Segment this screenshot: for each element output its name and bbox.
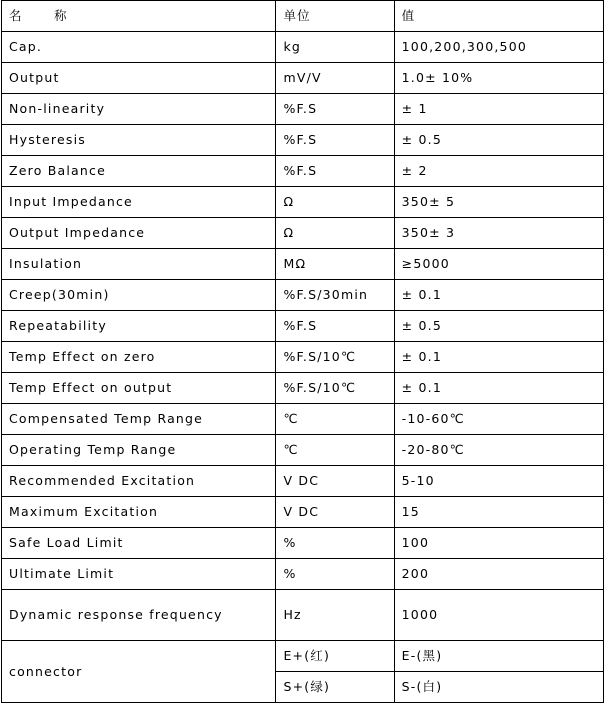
row-name: Zero Balance [2, 156, 276, 187]
column-header-value: 值 [394, 1, 603, 32]
row-unit: Ω [276, 218, 394, 249]
row-value: S-(白) [394, 672, 603, 703]
row-name: Creep(30min) [2, 280, 276, 311]
row-name: connector [2, 641, 276, 703]
table-row [2, 249, 604, 280]
row-name: Maximum Excitation [2, 497, 276, 528]
row-value: 350± 3 [394, 218, 603, 249]
specification-table [1, 0, 604, 703]
row-unit: ℃ [276, 404, 394, 435]
row-unit: %F.S [276, 156, 394, 187]
table-row [2, 528, 604, 559]
row-name: Insulation [2, 249, 276, 280]
row-name: Input Impedance [2, 187, 276, 218]
table-header-row [2, 1, 604, 32]
row-name: Safe Load Limit [2, 528, 276, 559]
column-header-name: 名 称 [2, 1, 276, 32]
row-unit: % [276, 559, 394, 590]
row-unit: %F.S [276, 94, 394, 125]
row-unit: %F.S [276, 311, 394, 342]
table-row [2, 435, 604, 466]
row-value: ± 0.5 [394, 125, 603, 156]
row-unit: %F.S/10℃ [276, 373, 394, 404]
row-name: Output [2, 63, 276, 94]
row-unit: kg [276, 32, 394, 63]
row-value: -10-60℃ [394, 404, 603, 435]
row-value: 350± 5 [394, 187, 603, 218]
row-name: Operating Temp Range [2, 435, 276, 466]
row-value: ± 0.1 [394, 280, 603, 311]
row-value: -20-80℃ [394, 435, 603, 466]
table-row [2, 342, 604, 373]
table-row [2, 404, 604, 435]
table-row [2, 63, 604, 94]
row-name: Repeatability [2, 311, 276, 342]
row-value: 5-10 [394, 466, 603, 497]
row-unit: % [276, 528, 394, 559]
table-row [2, 125, 604, 156]
table-row [2, 156, 604, 187]
row-unit: Hz [276, 590, 394, 641]
row-value: ± 0.1 [394, 373, 603, 404]
row-unit: E+(红) [276, 641, 394, 672]
row-name: Output Impedance [2, 218, 276, 249]
row-value: E-(黑) [394, 641, 603, 672]
row-unit: S+(绿) [276, 672, 394, 703]
row-value: ± 0.5 [394, 311, 603, 342]
row-value: 200 [394, 559, 603, 590]
row-unit: V DC [276, 497, 394, 528]
table-row [2, 497, 604, 528]
table-row [2, 466, 604, 497]
row-unit: %F.S/30min [276, 280, 394, 311]
table-row [2, 32, 604, 63]
row-unit: MΩ [276, 249, 394, 280]
table-row [2, 559, 604, 590]
row-value: ± 1 [394, 94, 603, 125]
table-row [2, 590, 604, 641]
row-unit: ℃ [276, 435, 394, 466]
row-unit: mV/V [276, 63, 394, 94]
row-value: 100,200,300,500 [394, 32, 603, 63]
row-name: Ultimate Limit [2, 559, 276, 590]
row-unit: %F.S/10℃ [276, 342, 394, 373]
row-unit: V DC [276, 466, 394, 497]
row-value: ≥5000 [394, 249, 603, 280]
row-name: Dynamic response frequency [2, 590, 276, 641]
table-row [2, 311, 604, 342]
row-value: 15 [394, 497, 603, 528]
table-row-connector [2, 641, 604, 672]
row-value: ± 2 [394, 156, 603, 187]
row-name: Compensated Temp Range [2, 404, 276, 435]
row-name: Recommended Excitation [2, 466, 276, 497]
table-header [2, 1, 604, 32]
table-row [2, 94, 604, 125]
row-value: 1000 [394, 590, 603, 641]
table-row [2, 187, 604, 218]
table-body [2, 32, 604, 703]
row-unit: %F.S [276, 125, 394, 156]
table-row [2, 373, 604, 404]
table-row [2, 280, 604, 311]
column-header-unit: 单位 [276, 1, 394, 32]
row-value: 100 [394, 528, 603, 559]
row-value: 1.0± 10% [394, 63, 603, 94]
row-name: Temp Effect on output [2, 373, 276, 404]
row-value: ± 0.1 [394, 342, 603, 373]
row-unit: Ω [276, 187, 394, 218]
row-name: Hysteresis [2, 125, 276, 156]
row-name: Temp Effect on zero [2, 342, 276, 373]
table-row [2, 218, 604, 249]
row-name: Non-linearity [2, 94, 276, 125]
row-name: Cap. [2, 32, 276, 63]
